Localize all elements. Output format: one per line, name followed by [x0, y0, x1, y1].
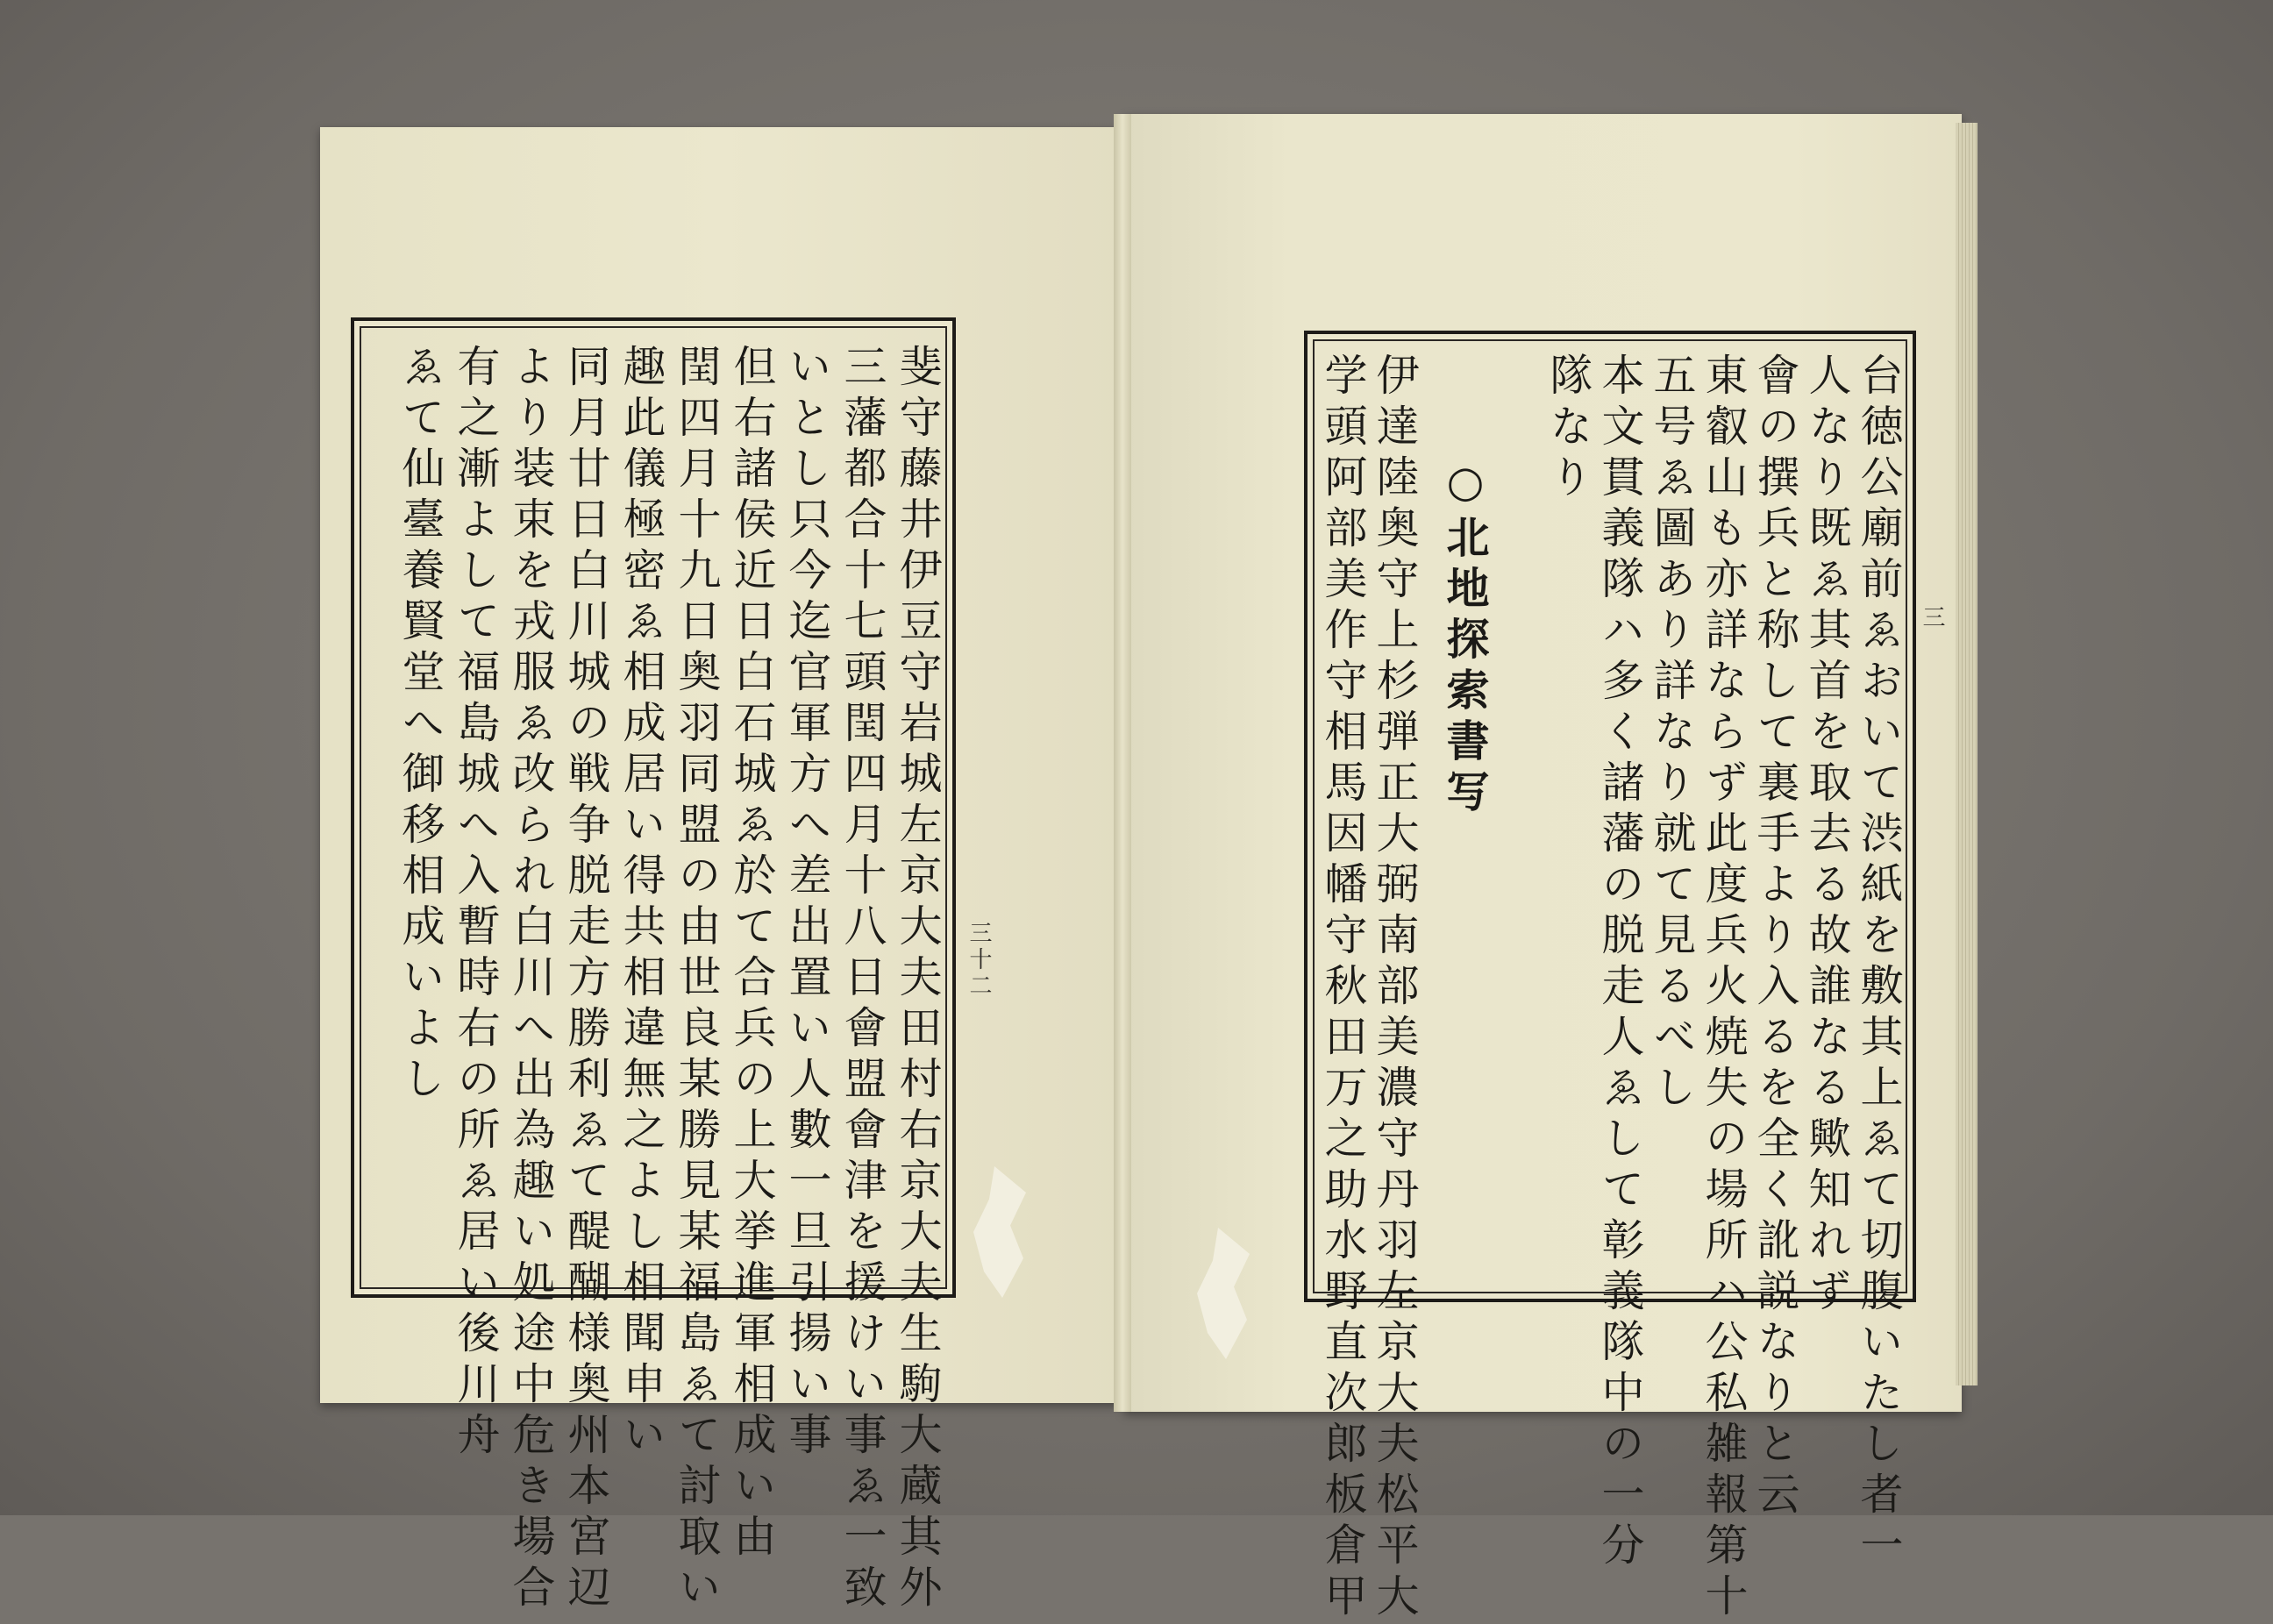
- left-col-5: 閏四月十九日奥羽同盟の由世良某勝見某福島ゑて討取い: [672, 344, 722, 1615]
- left-col-9: 有之漸よして福島城へ入暫時右の所ゑ居い後川舟: [451, 344, 501, 1463]
- left-col-10: ゑて仙臺養賢堂へ御移相成いよし: [395, 344, 445, 1107]
- left-col-7: 同月廿日白川城の戦争脱走方勝利ゑて醍醐様奥州本宮辺: [561, 344, 611, 1615]
- left-page-number: 三十二: [965, 921, 992, 1000]
- left-col-2: 三藩都合十七頭閏四月十八日會盟會津を援けい事ゑ一致: [837, 344, 887, 1615]
- right-col-9: 伊達陸奥守上杉弾正大弼南部美濃守丹羽左京大夫松平大: [1370, 353, 1420, 1624]
- right-col-6: 本文貫義隊ハ多く諸藩の脱走人ゑして彰義隊中の一分: [1595, 353, 1645, 1573]
- left-col-6: 趣此儀極密ゑ相成居い得共相違無之よし相聞申い: [616, 344, 666, 1463]
- book-spine: [1114, 114, 1131, 1412]
- right-col-4: 東叡山も亦詳ならず此度兵火焼失の場所ハ公私雑報第十: [1699, 353, 1749, 1624]
- left-col-3: いとし只今迄官軍方へ差出置い人數一旦引揚い事: [782, 344, 832, 1463]
- page-edges: [1956, 123, 1977, 1385]
- left-col-8: より装束を戎服ゑ改られ白川へ出為趣い処途中危き場合: [506, 344, 556, 1615]
- right-col-10: 学頭阿部美作守相馬因幡守秋田万之助水野直次郎板倉甲: [1318, 353, 1368, 1624]
- right-col-7: 隊なり: [1543, 353, 1593, 505]
- right-col-1: 台徳公廟前ゑおいて渋紙を敷其上ゑて切腹いたし者一: [1854, 353, 1904, 1573]
- right-col-5: 五号ゑ圖あり詳なり就て見るべし: [1647, 353, 1697, 1115]
- section-heading: ○北地探索書写: [1440, 456, 1491, 820]
- right-page-marker: 三: [1919, 605, 1945, 631]
- right-col-3: 會の撰兵と称して裏手より入るを全く訛説なりと云: [1750, 353, 1800, 1522]
- left-col-1: 斐守藤井伊豆守岩城左京大夫田村右京大夫生駒大蔵其外: [893, 344, 943, 1615]
- right-col-2: 人なり既ゑ其首を取去る故誰なる歟知れず: [1802, 353, 1852, 1319]
- left-col-4: 但右諸侯近日白石城ゑ於て合兵の上大挙進軍相成い由: [727, 344, 777, 1564]
